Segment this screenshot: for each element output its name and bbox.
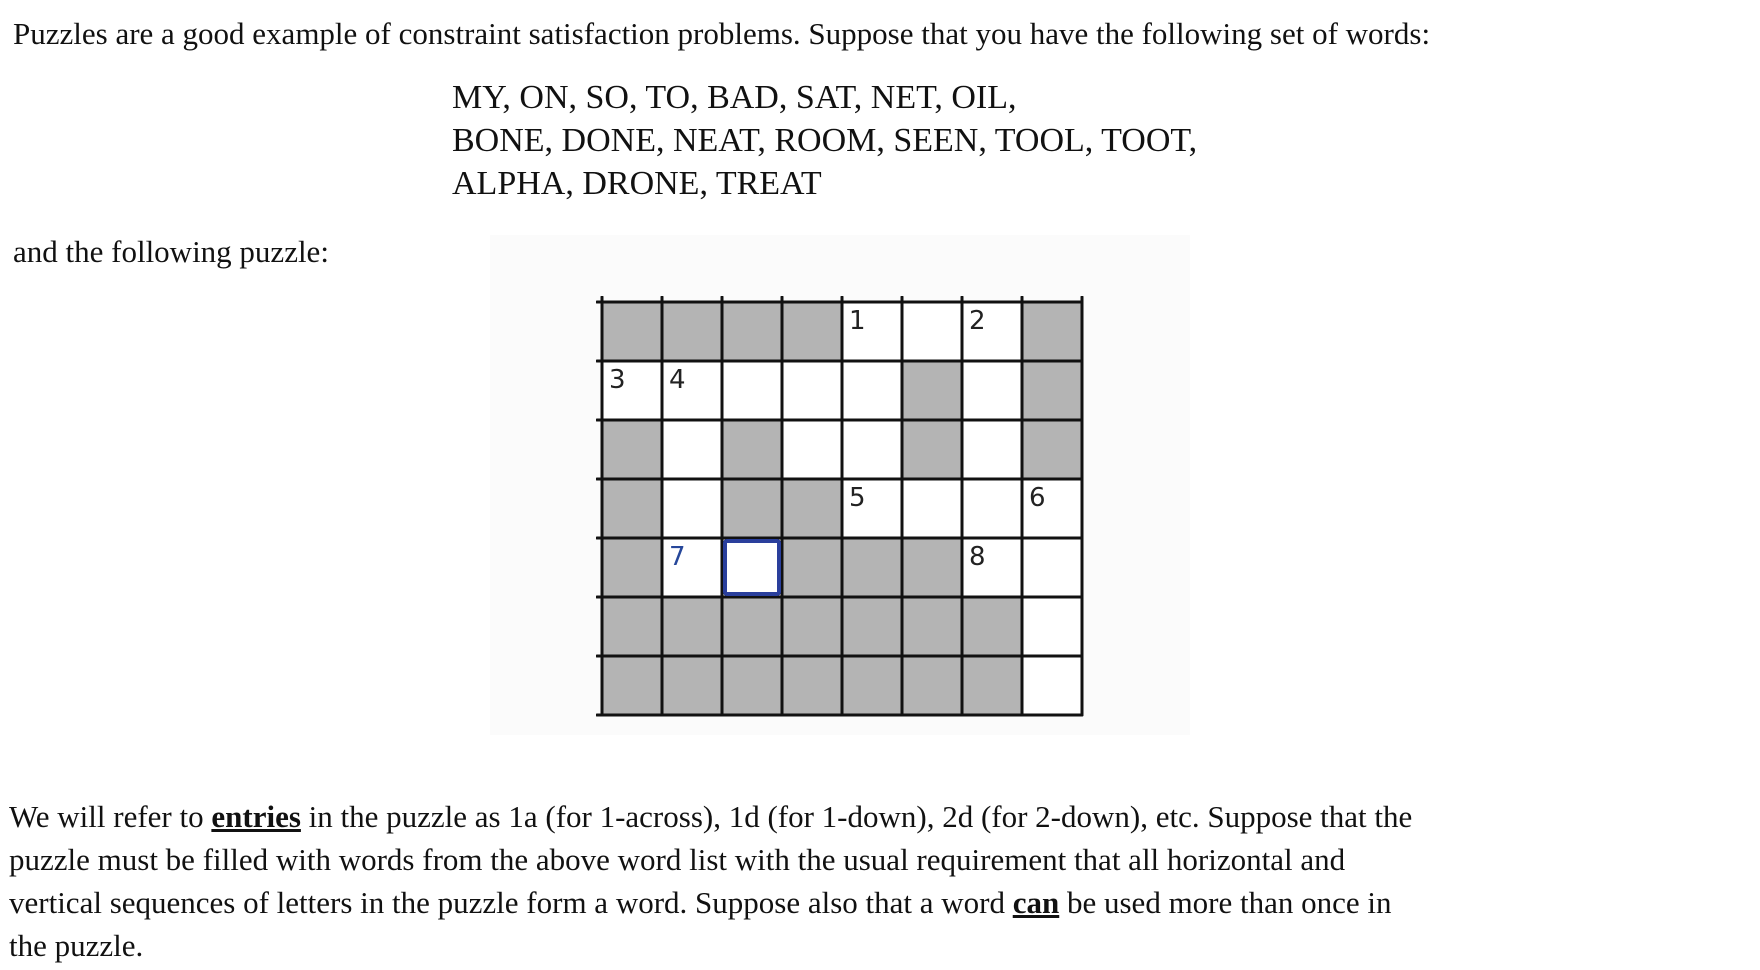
open-cell <box>902 479 962 538</box>
shaded-cell <box>722 597 782 656</box>
word-list <box>452 76 1197 205</box>
shaded-cell <box>1022 302 1082 361</box>
shaded-cell <box>962 656 1022 715</box>
shaded-cell <box>602 420 662 479</box>
shaded-cell <box>722 479 782 538</box>
open-cell <box>722 361 782 420</box>
intro-paragraph: Puzzles are a good example of constraint satisfaction problems. Suppose that you have the following set of words: <box>13 16 1431 51</box>
shaded-cell <box>902 361 962 420</box>
open-cell <box>782 361 842 420</box>
shaded-cell <box>602 302 662 361</box>
shaded-cell <box>722 420 782 479</box>
shaded-cell <box>782 597 842 656</box>
word-list-line: BONE, DONE, NEAT, ROOM, SEEN, TOOL, TOOT, <box>452 122 1198 159</box>
clue-number: 8 <box>969 542 986 572</box>
shaded-cell <box>722 302 782 361</box>
outro-line: the puzzle. <box>9 928 144 963</box>
puzzle-lead-text: and the following puzzle: <box>13 234 329 269</box>
clue-number: 4 <box>669 365 686 395</box>
outro-text: vertical sequences of letters in the puzzle form a word. Suppose also that a word <box>9 885 1013 920</box>
shaded-cell <box>962 597 1022 656</box>
clue-number: 2 <box>969 306 986 336</box>
shaded-cell <box>782 538 842 597</box>
highlighted-cell <box>725 541 779 594</box>
crossword-grid <box>596 296 1088 728</box>
outro-paragraph <box>9 795 1729 967</box>
shaded-cell <box>602 656 662 715</box>
shaded-cell <box>1022 361 1082 420</box>
clue-number: 5 <box>849 483 866 513</box>
shaded-cell <box>842 538 902 597</box>
shaded-cell <box>902 597 962 656</box>
outro-line <box>9 795 1729 838</box>
shaded-cell <box>722 656 782 715</box>
shaded-cell <box>662 302 722 361</box>
shaded-cell <box>902 538 962 597</box>
outro-text: We will refer to <box>9 799 212 834</box>
shaded-cell <box>1022 420 1082 479</box>
open-cell <box>1022 597 1082 656</box>
clue-number: 1 <box>849 306 866 336</box>
word-list-line: MY, ON, SO, TO, BAD, SAT, NET, OIL, <box>452 79 1017 116</box>
can-term: can <box>1012 885 1060 920</box>
clue-number: 7 <box>669 542 686 572</box>
open-cell <box>662 479 722 538</box>
clue-number: 3 <box>609 365 626 395</box>
shaded-cell <box>602 538 662 597</box>
outro-text: be used more than once in <box>1059 885 1392 920</box>
open-cell <box>1022 538 1082 597</box>
open-cell <box>962 361 1022 420</box>
shaded-cell <box>662 656 722 715</box>
open-cell <box>962 420 1022 479</box>
word-list-line: ALPHA, DRONE, TREAT <box>452 165 822 202</box>
open-cell <box>842 420 902 479</box>
shaded-cell <box>662 597 722 656</box>
open-cell <box>902 302 962 361</box>
open-cell <box>842 361 902 420</box>
shaded-cell <box>902 656 962 715</box>
shaded-cell <box>842 597 902 656</box>
shaded-cell <box>602 479 662 538</box>
shaded-cell <box>782 302 842 361</box>
shaded-cell <box>782 479 842 538</box>
clue-number: 6 <box>1029 483 1046 513</box>
shaded-cell <box>782 656 842 715</box>
shaded-cell <box>602 597 662 656</box>
outro-text: in the puzzle as 1a (for 1-across), 1d (for 1-down), 2d (for 2-down), etc. Suppose that the <box>300 799 1413 834</box>
open-cell <box>962 479 1022 538</box>
open-cell <box>782 420 842 479</box>
shaded-cell <box>842 656 902 715</box>
outro-line <box>9 881 1729 924</box>
open-cell <box>1022 656 1082 715</box>
shaded-cell <box>902 420 962 479</box>
entries-term: entries <box>211 799 301 834</box>
open-cell <box>662 420 722 479</box>
outro-line: puzzle must be filled with words from the above word list with the usual requirement that all horizontal and <box>9 842 1346 877</box>
